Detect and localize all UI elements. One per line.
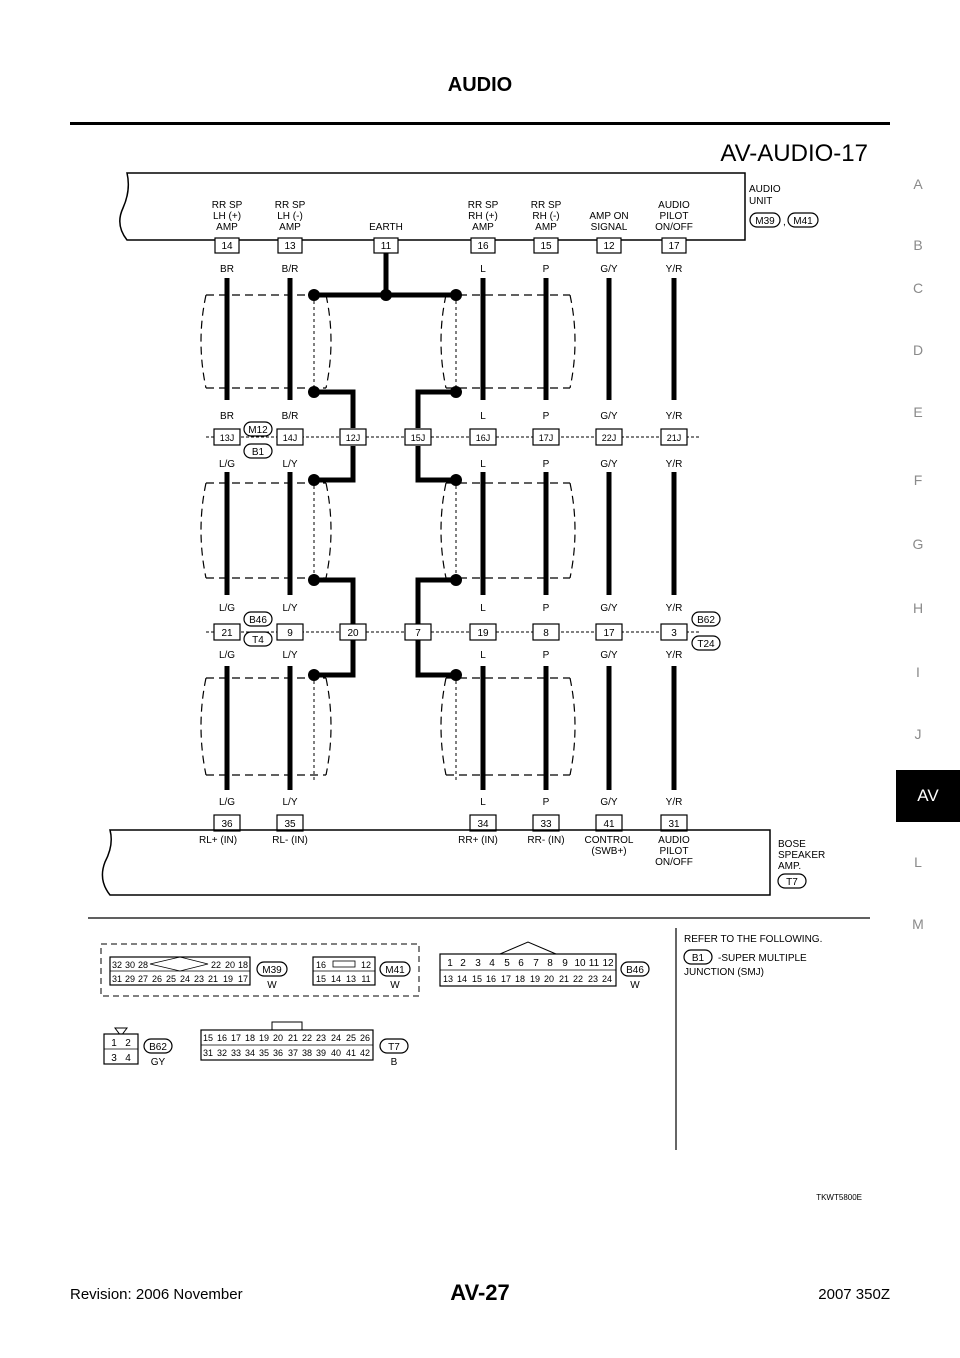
svg-text:15: 15 bbox=[202, 1033, 214, 1043]
svg-text:B1: B1 bbox=[691, 953, 705, 964]
svg-text:26: 26 bbox=[151, 974, 163, 984]
svg-text:ON/OFF: ON/OFF bbox=[655, 857, 693, 868]
pin-label: PILOT bbox=[659, 211, 689, 222]
svg-text:11: 11 bbox=[588, 958, 600, 969]
svg-text:21: 21 bbox=[558, 974, 570, 984]
svg-text:G/Y: G/Y bbox=[600, 459, 618, 470]
svg-text:7: 7 bbox=[415, 628, 421, 639]
svg-text:25: 25 bbox=[165, 974, 177, 984]
pin-label: AMP bbox=[216, 222, 238, 233]
svg-text:34: 34 bbox=[244, 1048, 256, 1058]
amp-name-2: SPEAKER bbox=[778, 850, 826, 861]
svg-text:B/R: B/R bbox=[281, 264, 299, 275]
amp-top-colors bbox=[219, 797, 682, 808]
svg-text:M39: M39 bbox=[262, 965, 282, 976]
svg-text:17: 17 bbox=[603, 628, 615, 639]
svg-text:Y/R: Y/R bbox=[665, 650, 683, 661]
connector-color-b62: GY bbox=[150, 1057, 166, 1068]
svg-text:L/Y: L/Y bbox=[282, 603, 298, 614]
svg-text:T4: T4 bbox=[252, 635, 264, 646]
pin-label: LH (+) bbox=[212, 211, 242, 222]
svg-text:P: P bbox=[542, 650, 550, 661]
svg-text:42: 42 bbox=[359, 1048, 371, 1058]
svg-text:5: 5 bbox=[504, 958, 510, 969]
svg-text:17: 17 bbox=[230, 1033, 242, 1043]
amp-name-3: AMP. bbox=[778, 861, 802, 872]
svg-text:32: 32 bbox=[111, 960, 123, 970]
svg-text:RL+ (IN): RL+ (IN) bbox=[198, 835, 238, 846]
svg-text:P: P bbox=[542, 411, 550, 422]
pin-label: EARTH bbox=[369, 222, 403, 233]
junction1-top-colors bbox=[220, 411, 682, 422]
svg-text:24: 24 bbox=[330, 1033, 342, 1043]
svg-text:1: 1 bbox=[111, 1038, 117, 1049]
svg-text:B1: B1 bbox=[251, 447, 265, 458]
svg-text:19: 19 bbox=[258, 1033, 270, 1043]
svg-text:T7: T7 bbox=[388, 1042, 400, 1053]
svg-text:20: 20 bbox=[543, 974, 555, 984]
pin-label: RH (-) bbox=[532, 211, 560, 222]
svg-text:3: 3 bbox=[671, 628, 677, 639]
svg-text:36: 36 bbox=[221, 819, 233, 830]
index-letter-h[interactable]: H bbox=[912, 600, 924, 616]
footer-model: 2007 350Z bbox=[818, 1286, 890, 1303]
connector-tag-m39-label: M39 bbox=[755, 216, 775, 227]
svg-text:16: 16 bbox=[216, 1033, 228, 1043]
svg-text:15: 15 bbox=[315, 974, 327, 984]
svg-text:39: 39 bbox=[315, 1048, 327, 1058]
svg-text:14J: 14J bbox=[282, 433, 298, 443]
svg-text:Y/R: Y/R bbox=[665, 264, 683, 275]
svg-text:16: 16 bbox=[485, 974, 497, 984]
connector-face-m41[interactable] bbox=[313, 957, 375, 985]
svg-text:L/Y: L/Y bbox=[282, 650, 298, 661]
svg-text:21: 21 bbox=[221, 628, 233, 639]
svg-text:38: 38 bbox=[301, 1048, 313, 1058]
svg-text:RR+ (IN): RR+ (IN) bbox=[458, 835, 498, 846]
svg-text:41: 41 bbox=[345, 1048, 357, 1058]
svg-text:L/G: L/G bbox=[218, 650, 236, 661]
svg-text:8: 8 bbox=[547, 958, 553, 969]
index-letter-j[interactable]: J bbox=[914, 726, 922, 742]
svg-text:32: 32 bbox=[216, 1048, 228, 1058]
index-letter-i[interactable]: I bbox=[916, 664, 920, 680]
svg-text:40: 40 bbox=[330, 1048, 342, 1058]
svg-text:18: 18 bbox=[244, 1033, 256, 1043]
svg-text:12: 12 bbox=[602, 958, 614, 969]
wires bbox=[227, 253, 674, 790]
svg-text:16J: 16J bbox=[475, 433, 491, 443]
svg-text:2: 2 bbox=[125, 1038, 131, 1049]
svg-text:33: 33 bbox=[540, 819, 552, 830]
svg-text:20: 20 bbox=[272, 1033, 284, 1043]
svg-text:PILOT: PILOT bbox=[659, 846, 689, 857]
svg-text:P: P bbox=[542, 264, 550, 275]
svg-text:Y/R: Y/R bbox=[665, 797, 683, 808]
pin-number: 12 bbox=[603, 241, 615, 252]
connector-color-b46: W bbox=[630, 980, 640, 991]
svg-text:8: 8 bbox=[543, 628, 549, 639]
pin-label: AMP bbox=[535, 222, 557, 233]
svg-text:9: 9 bbox=[287, 628, 293, 639]
svg-text:31: 31 bbox=[668, 819, 680, 830]
svg-text:19: 19 bbox=[477, 628, 489, 639]
connector-sep: , bbox=[783, 217, 786, 228]
svg-text:21: 21 bbox=[287, 1033, 299, 1043]
svg-text:33: 33 bbox=[230, 1048, 242, 1058]
svg-text:23: 23 bbox=[193, 974, 205, 984]
pin-label: AUDIO bbox=[658, 200, 690, 211]
pin-label: RH (+) bbox=[468, 211, 498, 222]
svg-text:G/Y: G/Y bbox=[600, 797, 618, 808]
wire-colors-top bbox=[220, 264, 682, 275]
svg-text:22: 22 bbox=[572, 974, 584, 984]
svg-text:28: 28 bbox=[137, 960, 149, 970]
svg-text:AUDIO: AUDIO bbox=[658, 835, 690, 846]
svg-text:12: 12 bbox=[360, 960, 372, 970]
svg-text:17J: 17J bbox=[538, 433, 554, 443]
svg-text:35: 35 bbox=[258, 1048, 270, 1058]
svg-text:14: 14 bbox=[330, 974, 342, 984]
svg-text:17: 17 bbox=[500, 974, 512, 984]
svg-text:18: 18 bbox=[514, 974, 526, 984]
connector-color-m39: W bbox=[267, 980, 277, 991]
pin-label: SIGNAL bbox=[590, 222, 628, 233]
svg-text:35: 35 bbox=[284, 819, 296, 830]
svg-text:30: 30 bbox=[124, 960, 136, 970]
svg-text:G/Y: G/Y bbox=[600, 603, 618, 614]
svg-text:19: 19 bbox=[529, 974, 541, 984]
reference-text-1: -SUPER MULTIPLE bbox=[718, 953, 807, 964]
shield-drains bbox=[314, 295, 456, 780]
svg-text:4: 4 bbox=[489, 958, 495, 969]
svg-text:31: 31 bbox=[202, 1048, 214, 1058]
pin-number: 15 bbox=[540, 241, 552, 252]
svg-text:RR- (IN): RR- (IN) bbox=[527, 835, 565, 846]
pin-number: 13 bbox=[284, 241, 296, 252]
svg-text:1: 1 bbox=[447, 958, 453, 969]
svg-text:L/G: L/G bbox=[218, 459, 236, 470]
svg-text:L: L bbox=[480, 650, 486, 661]
pin-label: AMP bbox=[472, 222, 494, 233]
svg-text:B46: B46 bbox=[626, 965, 644, 976]
connector-tag-m41-label: M41 bbox=[793, 216, 813, 227]
svg-text:3: 3 bbox=[111, 1053, 117, 1064]
svg-text:Y/R: Y/R bbox=[665, 411, 683, 422]
svg-text:BR: BR bbox=[220, 264, 234, 275]
svg-text:14: 14 bbox=[456, 974, 468, 984]
svg-text:L: L bbox=[480, 603, 486, 614]
junction2-pins bbox=[214, 624, 687, 640]
svg-text:10: 10 bbox=[574, 958, 586, 969]
svg-text:41: 41 bbox=[603, 819, 615, 830]
connector-face-m39[interactable] bbox=[110, 957, 250, 985]
index-letter-e[interactable]: E bbox=[913, 404, 923, 420]
svg-text:T7: T7 bbox=[786, 877, 798, 888]
pin-number: 17 bbox=[668, 241, 680, 252]
pin-number: 11 bbox=[380, 241, 392, 252]
svg-text:34: 34 bbox=[477, 819, 489, 830]
connector-face-b62[interactable] bbox=[104, 1028, 138, 1064]
svg-text:L/Y: L/Y bbox=[282, 459, 298, 470]
svg-text:17: 17 bbox=[237, 974, 249, 984]
svg-text:22: 22 bbox=[210, 960, 222, 970]
pin-label: RR SP bbox=[211, 200, 243, 211]
svg-text:22: 22 bbox=[301, 1033, 313, 1043]
index-letter-a[interactable]: A bbox=[913, 176, 923, 192]
svg-text:26: 26 bbox=[359, 1033, 371, 1043]
index-letter-g[interactable]: G bbox=[912, 536, 924, 552]
svg-text:25: 25 bbox=[345, 1033, 357, 1043]
svg-text:11: 11 bbox=[361, 974, 371, 984]
svg-text:12J: 12J bbox=[345, 433, 361, 443]
index-letter-c[interactable]: C bbox=[912, 280, 924, 296]
figure-code: TKWT5800E bbox=[816, 1193, 862, 1202]
audio-unit-pin-labels bbox=[212, 200, 693, 233]
svg-text:15J: 15J bbox=[410, 433, 426, 443]
svg-text:23: 23 bbox=[587, 974, 599, 984]
index-letter-b[interactable]: B bbox=[913, 237, 923, 253]
svg-text:19: 19 bbox=[222, 974, 234, 984]
pin-label: AMP ON bbox=[589, 211, 629, 222]
svg-text:P: P bbox=[542, 797, 550, 808]
amp-pin-labels bbox=[199, 835, 693, 868]
reference-title: REFER TO THE FOLLOWING. bbox=[684, 934, 823, 945]
svg-text:L/G: L/G bbox=[218, 603, 236, 614]
footer-page: AV-27 bbox=[450, 1280, 510, 1305]
svg-text:36: 36 bbox=[272, 1048, 284, 1058]
index-letter-m[interactable]: M bbox=[912, 916, 924, 932]
svg-text:G/Y: G/Y bbox=[600, 264, 618, 275]
reference-text-2: JUNCTION (SMJ) bbox=[684, 967, 764, 978]
svg-text:24: 24 bbox=[179, 974, 191, 984]
svg-text:(SWB+): (SWB+) bbox=[591, 846, 627, 857]
svg-text:4: 4 bbox=[125, 1053, 131, 1064]
pin-number: 14 bbox=[221, 241, 233, 252]
svg-text:RL- (IN): RL- (IN) bbox=[272, 835, 308, 846]
svg-text:L: L bbox=[480, 459, 486, 470]
svg-text:3: 3 bbox=[475, 958, 481, 969]
svg-text:2: 2 bbox=[460, 958, 466, 969]
svg-text:13: 13 bbox=[442, 974, 454, 984]
svg-text:B62: B62 bbox=[697, 615, 715, 626]
svg-text:Y/R: Y/R bbox=[665, 603, 683, 614]
svg-text:16: 16 bbox=[315, 960, 327, 970]
svg-text:M41: M41 bbox=[385, 965, 405, 976]
svg-text:24: 24 bbox=[601, 974, 613, 984]
index-letter-d[interactable]: D bbox=[912, 342, 924, 358]
svg-text:P: P bbox=[542, 459, 550, 470]
svg-text:BR: BR bbox=[220, 411, 234, 422]
svg-text:23: 23 bbox=[315, 1033, 327, 1043]
pin-label: LH (-) bbox=[277, 211, 303, 222]
svg-text:20: 20 bbox=[224, 960, 236, 970]
svg-text:31: 31 bbox=[111, 974, 123, 984]
svg-text:21J: 21J bbox=[666, 433, 682, 443]
svg-text:6: 6 bbox=[518, 958, 524, 969]
svg-text:37: 37 bbox=[287, 1048, 299, 1058]
svg-text:20: 20 bbox=[347, 628, 359, 639]
svg-text:B62: B62 bbox=[149, 1042, 167, 1053]
amp-name-1: BOSE bbox=[778, 839, 806, 850]
pin-number: 16 bbox=[477, 241, 489, 252]
svg-text:L/Y: L/Y bbox=[282, 797, 298, 808]
svg-text:L: L bbox=[480, 264, 486, 275]
connector-color-t7: B bbox=[390, 1057, 398, 1068]
svg-text:13J: 13J bbox=[219, 433, 235, 443]
svg-text:29: 29 bbox=[124, 974, 136, 984]
connector-color-m41: W bbox=[390, 980, 400, 991]
footer-revision: Revision: 2006 November bbox=[70, 1286, 243, 1303]
page-title: AUDIO bbox=[447, 74, 513, 96]
junction1-pins bbox=[214, 429, 687, 445]
pin-label: RR SP bbox=[467, 200, 499, 211]
svg-text:7: 7 bbox=[533, 958, 539, 969]
audio-unit-name-1: AUDIO bbox=[749, 184, 781, 195]
amp-pins bbox=[214, 815, 687, 831]
pin-label: ON/OFF bbox=[655, 222, 693, 233]
svg-text:L: L bbox=[480, 797, 486, 808]
junction2-bottom-colors bbox=[219, 650, 682, 661]
svg-text:T24: T24 bbox=[697, 639, 715, 650]
index-letter-f[interactable]: F bbox=[913, 472, 923, 488]
audio-unit-name-2: UNIT bbox=[749, 196, 773, 207]
junction1-bottom-colors bbox=[219, 459, 682, 470]
svg-text:L/G: L/G bbox=[218, 797, 236, 808]
svg-text:27: 27 bbox=[137, 974, 149, 984]
pin-label: AMP bbox=[279, 222, 301, 233]
svg-text:21: 21 bbox=[207, 974, 219, 984]
svg-text:13: 13 bbox=[345, 974, 357, 984]
junction2-top-colors bbox=[219, 603, 682, 614]
svg-text:CONTROL: CONTROL bbox=[584, 835, 634, 846]
index-tab-active[interactable]: AV bbox=[896, 770, 960, 822]
pin-label: RR SP bbox=[530, 200, 562, 211]
index-letter-l[interactable]: L bbox=[914, 854, 922, 870]
svg-text:B46: B46 bbox=[249, 615, 267, 626]
svg-text:B/R: B/R bbox=[281, 411, 299, 422]
svg-text:18: 18 bbox=[237, 960, 249, 970]
svg-text:15: 15 bbox=[471, 974, 483, 984]
pin-label: RR SP bbox=[274, 200, 306, 211]
svg-text:M12: M12 bbox=[248, 425, 268, 436]
svg-text:G/Y: G/Y bbox=[600, 411, 618, 422]
diagram-id: AV-AUDIO-17 bbox=[720, 140, 868, 167]
svg-text:22J: 22J bbox=[601, 433, 617, 443]
svg-text:9: 9 bbox=[562, 958, 568, 969]
svg-text:P: P bbox=[542, 603, 550, 614]
svg-text:Y/R: Y/R bbox=[665, 459, 683, 470]
svg-text:G/Y: G/Y bbox=[600, 650, 618, 661]
shields bbox=[201, 295, 575, 775]
svg-text:L: L bbox=[480, 411, 486, 422]
